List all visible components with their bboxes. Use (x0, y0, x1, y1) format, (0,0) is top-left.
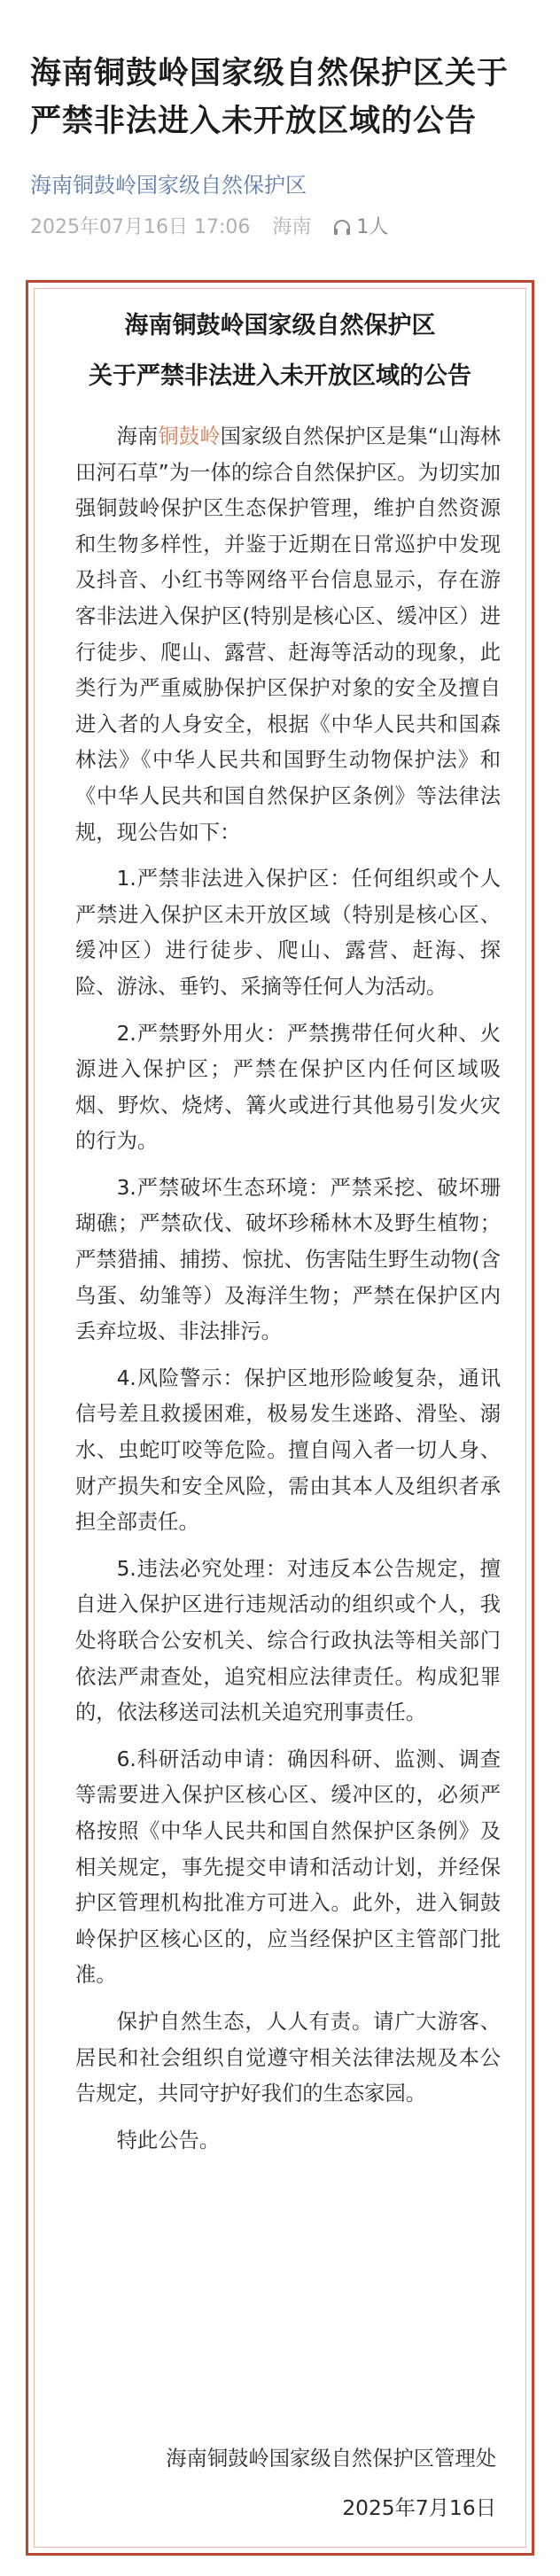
rule-item-5: 5.违法必究处理：对违反本公告规定，擅自进入保护区进行违规活动的组织或个人，我处将联合公安机关、综合行政执法等相关部门依法严肃查处，追究相应法律责任。构成犯罪的，依法移送司法机关追究刑事责任。 (75, 1556, 501, 1725)
headphone-icon (333, 220, 351, 236)
article-header (30, 50, 532, 241)
rule-item-1: 1.严禁非法进入保护区：任何组织或个人严禁进入保护区未开放区域（特别是核心区、缓冲区）进行徒步、爬山、露营、赶海、探险、游泳、垂钓、采摘等任何人为活动。 (75, 867, 501, 999)
intro-pre: 海南 (116, 424, 159, 448)
issue-date: 2025年7月16日 (342, 2496, 496, 2520)
notice-heading-line-1: 海南铜鼓岭国家级自然保护区 (124, 312, 436, 339)
notice-image (26, 280, 534, 2556)
notice-heading-line-2: 关于严禁非法进入未开放区域的公告 (89, 362, 471, 390)
listener-count: 1人 (356, 216, 389, 238)
account-name-link[interactable]: 海南铜鼓岭国家级自然保护区 (30, 173, 307, 198)
intro-post: 国家级自然保护区是集“山海林田河石草”为一体的综合自然保护区。为切实加强铜鼓岭保护区生态保护管理，维护自然资源和生物多样性，并鉴于近期在日常巡护中发现及抖音、小红书等网络平台信息显示，存在游客非法进入保护区(特别是核心区、缓冲区）进行徒步、爬山、露营、赶海等活动的现象，此类行为严重威胁保护区保护对象的安全及擅自进入者的人身安全，根据《中华人民共和国森林法》《中华人民共和国野生动物保护法》和《中华人民共和国自然保护区条例》等法律法规，现公告如下： (75, 424, 502, 844)
notice-heading (28, 300, 532, 401)
rule-item-2: 2.严禁野外用火：严禁携带任何火种、火源进入保护区；严禁在保护区内任何区域吸烟、野炊、烧烤、篝火或进行其他易引发火灾的行为。 (75, 1021, 501, 1154)
title-line-2: 严禁非法进入未开放区域的公告 (30, 104, 478, 139)
issuer-signature: 海南铜鼓岭国家级自然保护区管理处 (166, 2447, 496, 2471)
listen-button[interactable] (333, 216, 404, 238)
title-line-1: 海南铜鼓岭国家级自然保护区关于 (30, 56, 509, 91)
article-title (30, 50, 532, 145)
special-notice: 特此公告。 (116, 2128, 221, 2152)
intro-link: 铜鼓岭 (158, 424, 221, 448)
publish-date: 2025年07月16日 17:06 (30, 216, 251, 238)
rule-item-4: 4.风险警示：保护区地形险峻复杂，通讯信号差且救援困难，极易发生迷路、滑坠、溺水、虫蛇叮咬等危险。擅自闯入者一切人身、财产损失和安全风险，需由其本人及组织者承担全部责任。 (75, 1366, 501, 1535)
rule-item-6: 6.科研活动申请：确因科研、监测、调查等需要进入保护区核心区、缓冲区的，必须严格按照《中华人民共和国自然保护区条例》及相关规定，事先提交申请和活动计划，并经保护区管理机构批准方可进入。此外，进入铜鼓岭保护区核心区的，应当经保护区主管部门批准。 (75, 1747, 501, 1988)
notice-body (75, 419, 501, 2169)
rule-item-3: 3.严禁破坏生态环境：严禁采挖、破坏珊瑚礁；严禁砍伐、破坏珍稀林木及野生植物；严禁猎捕、捕捞、惊扰、伤害陆生野生动物(含鸟蛋、幼雏等）及海洋生物；严禁在保护区内丢弃垃圾、非法排污。 (75, 1175, 501, 1344)
intro-paragraph (75, 419, 501, 851)
article-meta (30, 214, 532, 241)
closing-paragraph: 保护自然生态，人人有责。请广大游客、居民和社会组织自觉遵守相关法律法规及本公告规定，共同守护好我们的生态家园。 (75, 2009, 501, 2106)
publish-location: 海南 (272, 216, 312, 238)
